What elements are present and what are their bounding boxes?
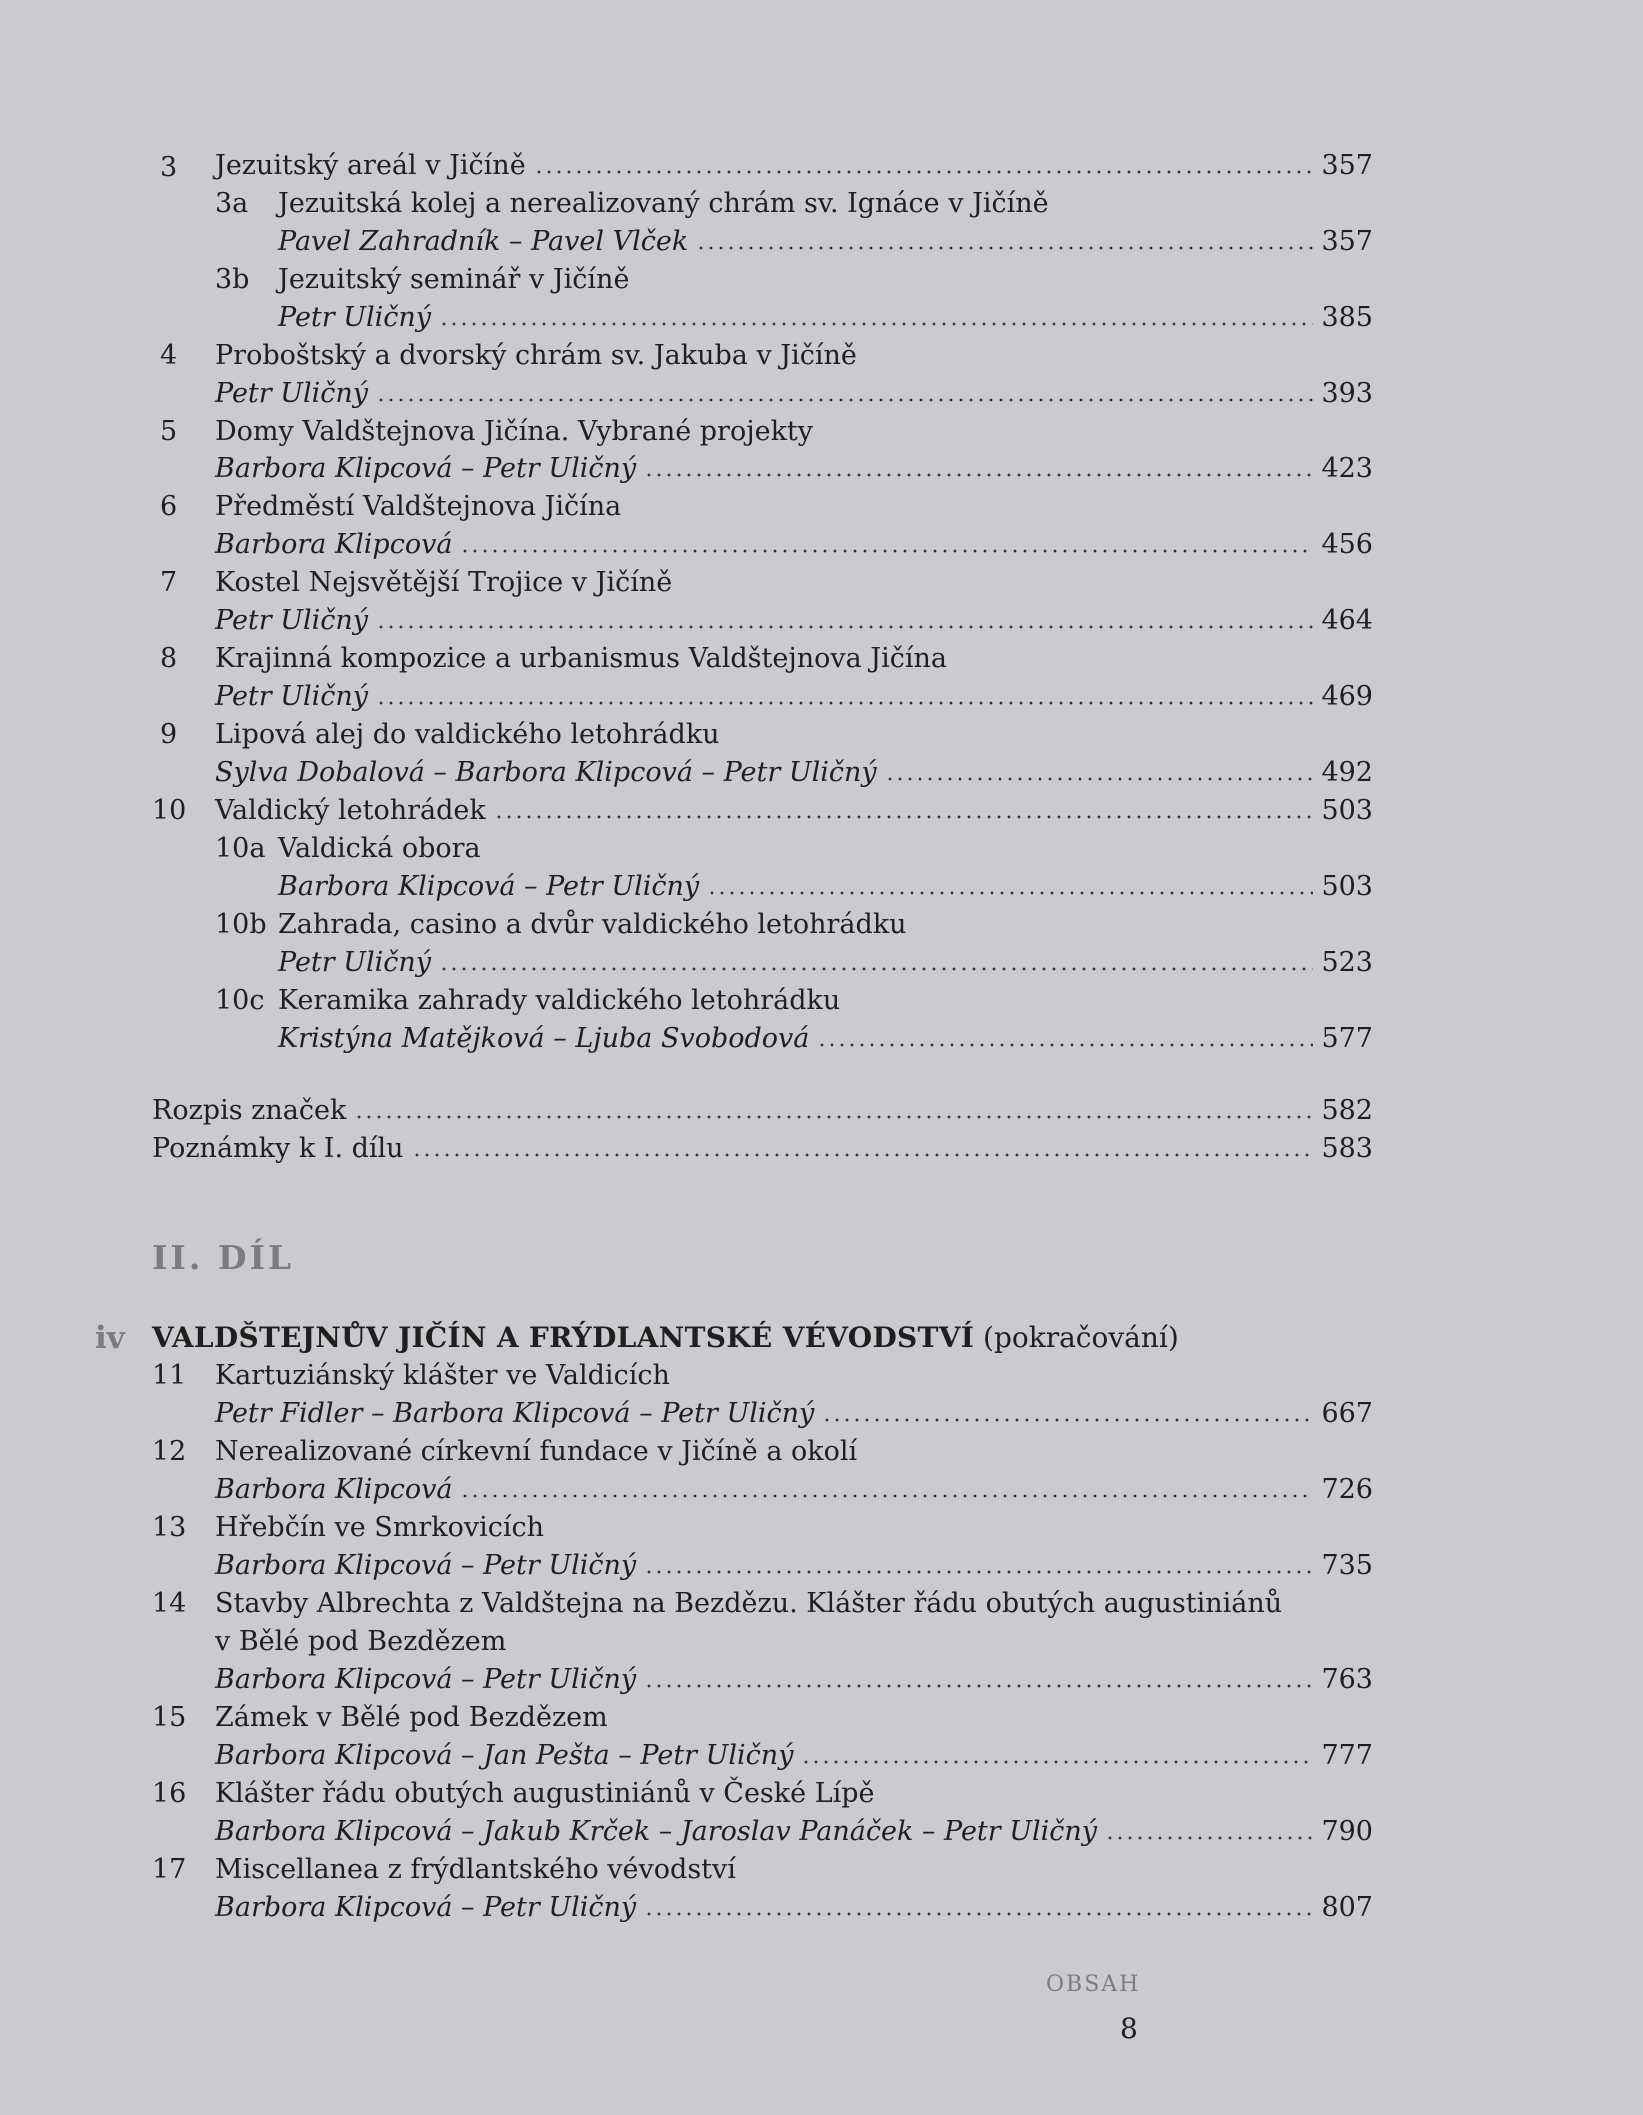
page-number: 423 [1321,453,1373,484]
toc-entry-10b-author[interactable] [278,945,1373,981]
toc-entry-number: 14 [152,1588,187,1619]
toc-entry-author: Barbora Klipcová – Petr Uličný [215,1550,637,1581]
toc-entry-number: 10b [215,909,267,940]
toc-entry-9-title[interactable] [215,717,720,753]
toc-entry-4-title[interactable] [215,338,857,374]
toc-entry-number: 12 [152,1436,187,1467]
toc-entry-title: Lipová alej do valdického letohrádku [215,719,720,750]
toc-entry-10a-title[interactable] [278,831,481,867]
toc-entry-7-title[interactable] [215,565,672,601]
toc-entry-title: Keramika zahrady valdického letohrádku [278,985,841,1016]
toc-entry-8-author[interactable] [215,679,1373,715]
page-number: 735 [1321,1550,1373,1581]
toc-entry-number: 17 [152,1854,187,1885]
page-number: 583 [1321,1133,1373,1164]
toc-entry-number: 13 [152,1512,187,1543]
toc-entry-author: Barbora Klipcová [215,529,453,560]
toc-entry-3a-title[interactable] [278,186,1049,222]
leader-dots [534,169,1314,175]
leader-dots [376,624,1313,630]
page-number: 807 [1321,1892,1373,1923]
page-number: 492 [1321,757,1373,788]
toc-entry-12-author[interactable] [215,1472,1373,1508]
toc-entry-15-author[interactable] [215,1738,1373,1774]
toc-entry-11-author[interactable] [215,1396,1373,1432]
toc-entry-title: Rozpis značek [152,1095,347,1126]
toc-entry-author: Petr Uličný [278,302,432,333]
toc-entry-number: 4 [160,340,178,371]
leader-dots [1105,1835,1313,1841]
toc-entry-author: Sylva Dobalová – Barbora Klipcová – Petr Uličný [215,757,877,788]
toc-entry-9-author[interactable] [215,755,1373,791]
toc-entry-6-author[interactable] [215,527,1373,563]
toc-entry-title: Jezuitský seminář v Jičíně [278,264,630,295]
toc-entry-title: Valdická obora [278,833,481,864]
leader-dots [439,321,1313,327]
toc-entry-author: Barbora Klipcová – Jakub Krček – Jaroslav Panáček – Petr Uličný [215,1816,1098,1847]
toc-entry-number: 3a [215,188,249,219]
leader-dots [696,245,1313,251]
leader-dots [885,776,1314,782]
toc-entry-title: Klášter řádu obutých augustiniánů v České Lípě [215,1778,875,1809]
toc-entry-16-title[interactable] [215,1776,875,1812]
toc-entry-13-author[interactable] [215,1548,1373,1584]
toc-entry-title: Jezuitská kolej a nerealizovaný chrám sv. Ignáce v Jičíně [278,188,1049,219]
section-heading[interactable] [152,1320,1179,1356]
toc-entry-number: 5 [160,416,178,447]
toc-entry-number: 10 [152,795,187,826]
toc-entry-title: Kostel Nejsvětější Trojice v Jičíně [215,567,673,598]
leader-dots [707,890,1313,896]
toc-entry-author: Barbora Klipcová – Jan Pešta – Petr Uličný [215,1740,794,1771]
page-number: 464 [1321,605,1373,636]
toc-entry-title: Zahrada, casino a dvůr valdického letohrádku [278,909,907,940]
leader-dots [822,1417,1313,1423]
leader-dots [817,1042,1313,1048]
running-footer: OBSAH [1046,1972,1141,1997]
toc-entry-author: Kristýna Matějková – Ljuba Svobodová [278,1023,810,1054]
page-number: 503 [1321,795,1373,826]
leader-dots [460,548,1313,554]
leader-dots [412,1152,1314,1158]
page-number: 523 [1321,947,1373,978]
leader-dots [644,1683,1313,1689]
leader-dots [494,814,1314,820]
toc-entry-title: Krajinná kompozice a urbanismus Valdštejnova Jičína [215,643,947,674]
toc-entry-title: Zámek v Bělé pod Bezdězem [215,1702,608,1733]
page-number: 456 [1321,529,1373,560]
toc-entry-title: Poznámky k I. dílu [152,1133,404,1164]
toc-entry-title: Miscellanea z frýdlantského vévodství [215,1854,736,1885]
toc-entry-number: 10c [215,985,265,1016]
page-number: 577 [1321,1023,1373,1054]
toc-entry-13-title[interactable] [215,1510,544,1546]
page-number: 393 [1321,378,1373,409]
page-number: 385 [1321,302,1373,333]
toc-entry-number: 15 [152,1702,187,1733]
toc-entry-title: Valdický letohrádek [215,795,486,826]
toc-entry-15-title[interactable] [215,1700,608,1736]
page-number: 777 [1321,1740,1373,1771]
toc-entry-3b-title[interactable] [278,262,629,298]
toc-entry-title: Stavby Albrechta z Valdštejna na Bezdězu. Klášter řádu obutých augustiniánů [215,1588,1283,1619]
toc-entry-number: 7 [160,567,178,598]
page-number: 503 [1321,871,1373,902]
toc-entry-author: Barbora Klipcová – Petr Uličný [215,1892,637,1923]
toc-entry-4-author[interactable] [215,376,1373,412]
toc-entry-number: 3 [160,152,178,183]
leader-dots [644,1911,1313,1917]
toc-entry-14-title-cont[interactable] [215,1624,506,1660]
toc-entry-title-continued: v Bělé pod Bezdězem [215,1626,507,1657]
toc-entry-title: Nerealizované církevní fundace v Jičíně a okolí [215,1436,858,1467]
page-number: 726 [1321,1474,1373,1505]
toc-entry-5-title[interactable] [215,414,813,450]
page-number: 582 [1321,1095,1373,1126]
toc-entry-number: 8 [160,643,178,674]
toc-entry-16-author[interactable] [215,1814,1373,1850]
toc-entry-author: Petr Uličný [215,378,369,409]
section-number: iv [95,1320,125,1356]
toc-entry-number: 16 [152,1778,187,1809]
toc-entry-number: 11 [152,1360,187,1391]
toc-entry-10[interactable] [215,793,1373,829]
toc-entry-10a-author[interactable] [278,869,1373,905]
toc-entry-title: Jezuitský areál v Jičíně [215,150,526,181]
toc-entry-author: Petr Uličný [215,681,369,712]
toc-entry-author: Petr Uličný [278,947,432,978]
toc-entry-3[interactable] [215,148,1373,184]
toc-entry-14-title[interactable] [215,1586,1282,1622]
toc-entry-number: 3b [215,264,250,295]
toc-entry-author: Petr Fidler – Barbora Klipcová – Petr Uličný [215,1398,815,1429]
toc-entry-11-title[interactable] [215,1358,670,1394]
leader-dots [644,1569,1313,1575]
toc-entry-10c-author[interactable] [278,1021,1373,1057]
toc-entry-8-title[interactable] [215,641,947,677]
toc-entry-5-author[interactable] [215,451,1373,487]
part-heading: II. DÍL [152,1238,295,1277]
toc-entry-title: Domy Valdštejnova Jičína. Vybrané projekty [215,416,814,447]
toc-entry-6-title[interactable] [215,489,621,525]
leader-dots [376,700,1313,706]
toc-entry-7-author[interactable] [215,603,1373,639]
toc-entry-title: Proboštský a dvorský chrám sv. Jakuba v Jičíně [215,340,857,371]
page-number: 357 [1321,150,1373,181]
page-number: 469 [1321,681,1373,712]
toc-entry-title: Kartuziánský klášter ve Valdicích [215,1360,670,1391]
section-title: VALDŠTEJNŮV JIČÍN A FRÝDLANTSKÉ VÉVODSTVÍ [152,1321,975,1354]
toc-entry-10c-title[interactable] [278,983,840,1019]
page-number: 790 [1321,1816,1373,1847]
toc-entry-author: Petr Uličný [215,605,369,636]
leader-dots [644,472,1313,478]
leader-dots [439,966,1313,972]
toc-entry-12-title[interactable] [215,1434,857,1470]
leader-dots [354,1114,1313,1120]
toc-entry-author: Barbora Klipcová – Petr Uličný [215,453,637,484]
toc-entry-3a-author[interactable] [278,224,1373,260]
toc-entry-author: Barbora Klipcová [215,1474,453,1505]
leader-dots [460,1493,1313,1499]
page-number: 763 [1321,1664,1373,1695]
toc-entry-17-author[interactable] [215,1890,1373,1926]
toc-entry-number: 6 [160,491,178,522]
toc-entry-number: 10a [215,833,266,864]
section-note: (pokračování) [983,1321,1179,1354]
toc-entry-number: 9 [160,719,178,750]
toc-appendix-notes[interactable] [152,1131,1373,1167]
page-number: 357 [1321,226,1373,257]
toc-entry-title: Hřebčín ve Smrkovicích [215,1512,545,1543]
page-number: 667 [1321,1398,1373,1429]
toc-entry-3b-author[interactable] [278,300,1373,336]
toc-appendix-signs[interactable] [152,1093,1373,1129]
toc-entry-author: Pavel Zahradník – Pavel Vlček [278,226,689,257]
toc-entry-17-title[interactable] [215,1852,736,1888]
toc-entry-title: Předměstí Valdštejnova Jičína [215,491,622,522]
folio-page-number: 8 [1120,2012,1138,2045]
leader-dots [376,397,1313,403]
leader-dots [801,1759,1313,1765]
toc-entry-10b-title[interactable] [278,907,907,943]
toc-entry-author: Barbora Klipcová – Petr Uličný [215,1664,637,1695]
toc-entry-14-author[interactable] [215,1662,1373,1698]
toc-entry-author: Barbora Klipcová – Petr Uličný [278,871,700,902]
